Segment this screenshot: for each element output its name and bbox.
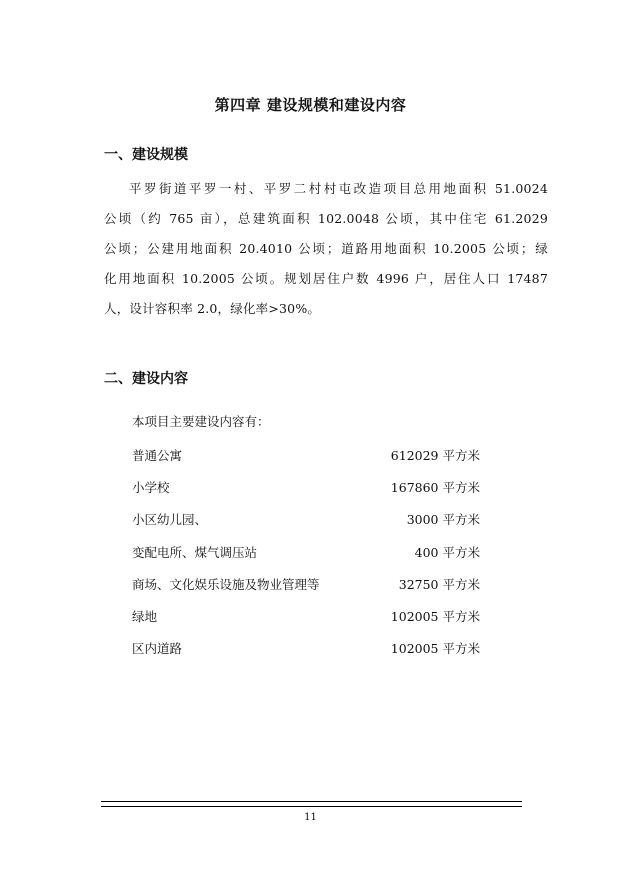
page-number: 11 [304,812,317,823]
paragraph-line: 公顷；公建用地面积 20.4010 公顷；道路用地面积 10.2005 公顷；绿 [104,241,548,256]
paragraph-line: 公顷（约 765 亩），总建筑面积 102.0048 公顷，其中住宅 61.2029 [104,211,548,226]
construction-items-list [132,440,480,665]
item-name: 变配电所、煤气调压站 [132,544,258,560]
item-name: 普通公寓 [132,448,183,463]
item-amount: 102005 平方米 [390,641,480,657]
list-item [132,601,480,633]
list-item [132,504,480,536]
list-item [132,440,480,472]
content-intro: 本项目主要建设内容有： [132,414,270,429]
chapter-title: 第四章 建设规模和建设内容 [214,96,407,114]
footer-rule-thin [101,806,522,807]
paragraph-line: 平罗街道平罗一村、平罗二村村屯改造项目总用地面积 51.0024 [129,181,548,196]
paragraph-line: 人，设计容积率 2.0，绿化率>30%。 [104,301,321,316]
list-item [132,569,480,601]
list-item [132,472,480,504]
item-amount: 102005 平方米 [390,608,480,624]
item-amount: 3000 平方米 [406,512,480,528]
section-heading-content: 二、建设内容 [104,371,188,387]
scale-paragraph [104,174,548,324]
item-name: 小区幼儿园、 [132,512,208,528]
item-name: 区内道路 [132,641,183,657]
item-name: 小学校 [132,480,170,496]
list-item [132,633,480,665]
footer-rule-thick [101,801,522,802]
item-name: 商场、文化娱乐设施及物业管理等 [132,576,320,592]
item-amount: 167860 平方米 [390,480,480,496]
list-item [132,537,480,569]
paragraph-line: 化用地面积 10.2005 公顷。规划居住户数 4996 户，居住人口 17487 [104,271,548,286]
item-name: 绿地 [132,608,158,624]
item-amount: 612029 平方米 [390,448,480,463]
item-amount: 400 平方米 [414,544,480,560]
item-amount: 32750 平方米 [398,576,480,592]
section-heading-scale: 一、建设规模 [104,147,188,163]
